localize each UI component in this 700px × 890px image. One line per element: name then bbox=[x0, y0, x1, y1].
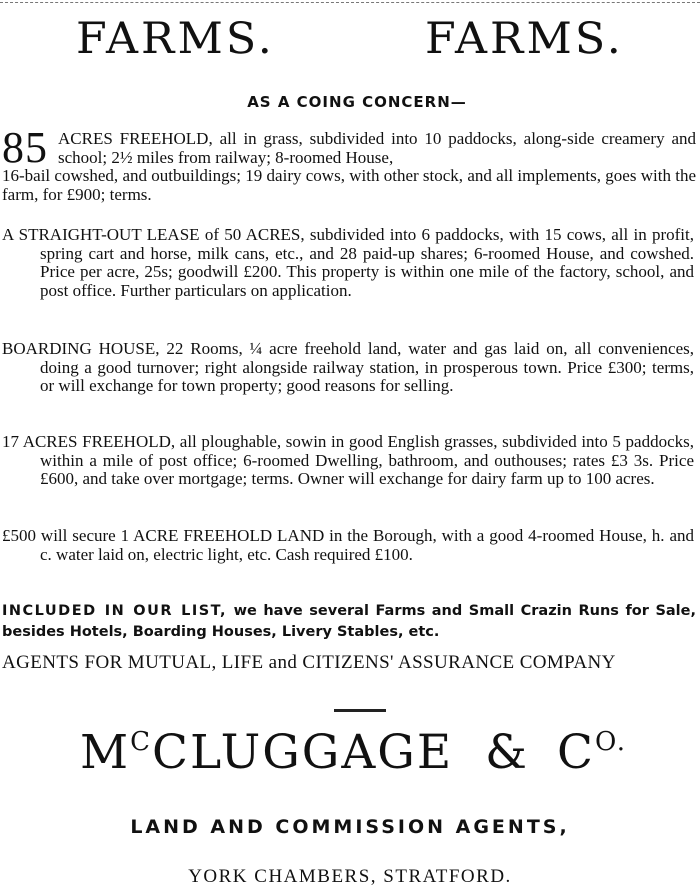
firm-co-sup: O. bbox=[594, 727, 628, 757]
headline-left: FARMS. bbox=[76, 14, 275, 64]
headline-right: FARMS. bbox=[425, 14, 624, 64]
listing-boarding-house bbox=[2, 340, 694, 396]
listing-seventeen-text: 17 ACRES FREEHOLD, all ploughable, sowin in good English grasses, subdivided into 5 paddocks, within a mile of post office; 6-roomed Dwelling, bathroom, and outhouses; rates £3 3s. Price £600, and take over mortgage; terms. Owner will exchange for dairy farm up to 100 acres. bbox=[2, 432, 694, 488]
firm-co: C bbox=[556, 725, 595, 780]
included-caps: INCLUDED IN OUR LIST, bbox=[2, 603, 227, 619]
included-rest: we have several Farms and Small Crazin Runs for Sale, besides Hotels, Boarding Houses, Livery Stables, etc. bbox=[2, 603, 696, 640]
listing-lead bbox=[2, 123, 696, 204]
subhead-text: AS A COING CONCERN— bbox=[247, 93, 467, 111]
firm-prefix: M bbox=[80, 725, 131, 780]
listing-seventeen-acres bbox=[2, 433, 694, 489]
firm-address: YORK CHAMBERS, STRATFORD. bbox=[188, 866, 512, 887]
listing-borough-text: £500 will secure 1 ACRE FREEHOLD LAND in the Borough, with a good 4-roomed House, h. and c. water laid on, electric light, etc. Cash required £100. bbox=[2, 526, 694, 564]
listing-lead-first-line: ACRES FREEHOLD, all in grass, subdivided into 10 paddocks, along-side creamery and school; 2½ miles from railway; 8-roomed House, bbox=[58, 129, 696, 167]
subhead bbox=[0, 93, 700, 111]
firm-surname: CLUGGAGE bbox=[152, 725, 454, 780]
listing-lead-number: 85 bbox=[2, 123, 48, 172]
firm-ampersand: & bbox=[485, 725, 529, 780]
included-notice bbox=[2, 601, 696, 643]
listing-boarding-text: BOARDING HOUSE, 22 Rooms, ¼ acre freehold land, water and gas laid on, all conveniences, doing a good turnover; right alongside railway station, in prosperous town. Price £300; terms, or will exchange for town property; good reasons for selling. bbox=[2, 339, 694, 395]
agents-line: AGENTS FOR MUTUAL, LIFE and CITIZENS' ASSURANCE COMPANY bbox=[2, 652, 616, 673]
top-rule bbox=[0, 2, 700, 3]
firm-tagline: LAND AND COMMISSION AGENTS, bbox=[130, 816, 570, 838]
listing-lead-head bbox=[2, 123, 696, 172]
listing-lease-text: A STRAIGHT-OUT LEASE of 50 ACRES, subdivided into 6 paddocks, with 15 cows, all in profit, spring cart and horse, milk cans, etc., and 28 paid-up shares; 6-roomed House, and cowshed. Price per acre, 25s; goodwill £200. This property is within one mile of the factory, school, and post office. Further particulars on application. bbox=[2, 225, 694, 300]
firm-name bbox=[80, 725, 628, 780]
listing-borough bbox=[2, 527, 694, 564]
divider-rule bbox=[334, 709, 386, 712]
listing-lease bbox=[2, 226, 694, 300]
listing-lead-rest: 16-bail cowshed, and outbuildings; 19 dairy cows, with other stock, and all implements, goes with the farm, for £900; terms. bbox=[2, 166, 696, 204]
firm-prefix-sup: C bbox=[130, 727, 153, 757]
